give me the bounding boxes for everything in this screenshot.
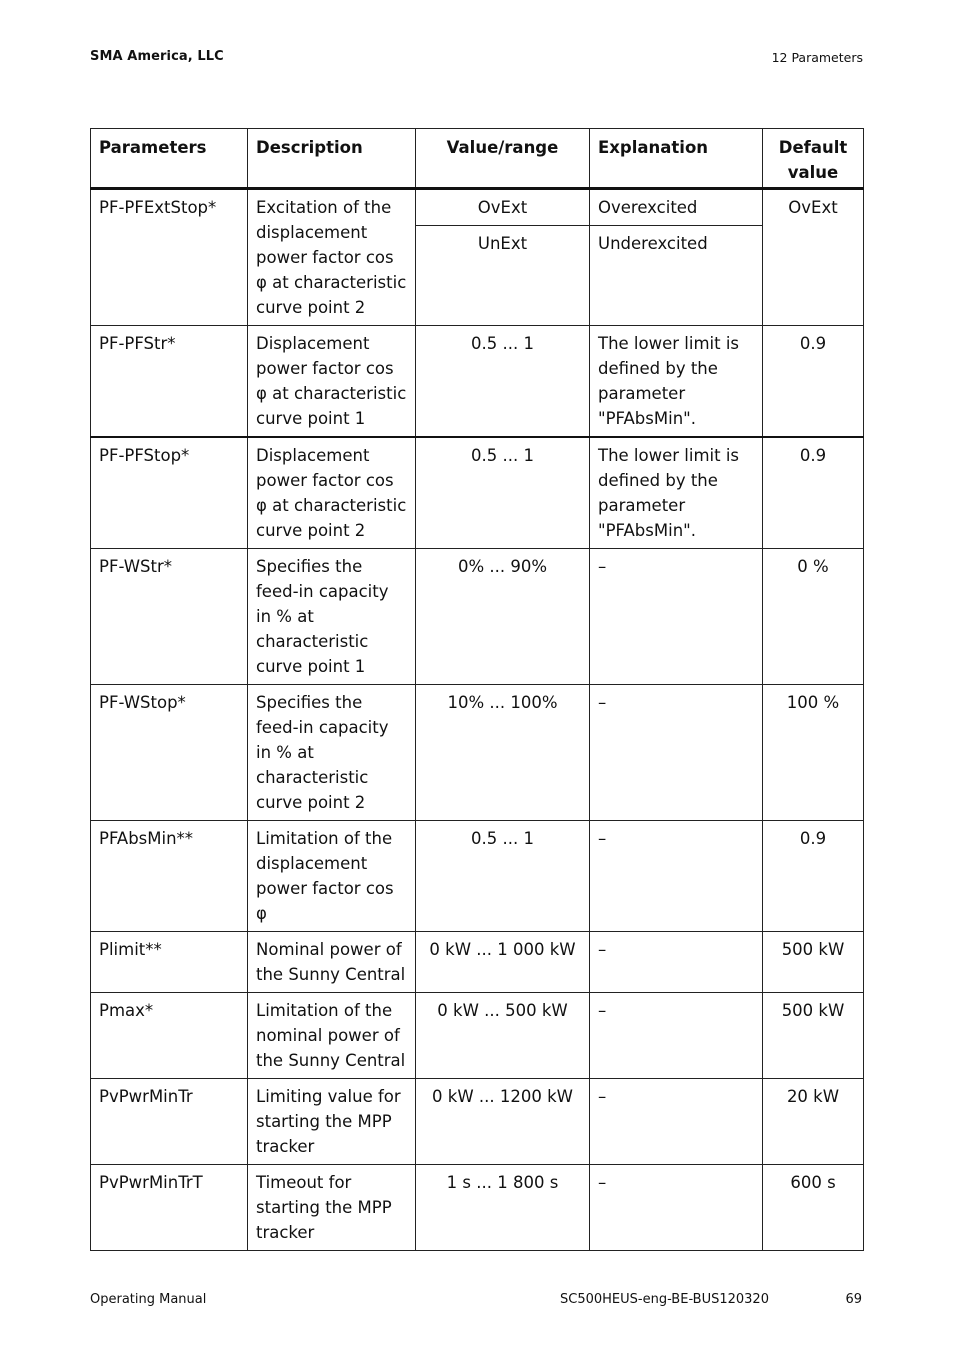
cell-parameter: Plimit**	[91, 932, 248, 993]
footer-document-id: SC500HEUS-eng-BE-BUS120320	[560, 1292, 769, 1307]
table-row	[91, 326, 864, 438]
cell-default: 20 kW	[763, 1079, 864, 1165]
cell-description: Limitation of the displacement power factor cos φ	[248, 821, 416, 932]
table-row	[91, 549, 864, 685]
column-header-description: Description	[248, 129, 416, 189]
cell-default: 0.9	[763, 821, 864, 932]
cell-value: 0 kW ... 1200 kW	[416, 1079, 590, 1165]
cell-value: 0% ... 90%	[416, 549, 590, 685]
table-row	[91, 993, 864, 1079]
cell-default: 0 %	[763, 549, 864, 685]
cell-default: 600 s	[763, 1165, 864, 1251]
footer-manual-title: Operating Manual	[90, 1292, 207, 1307]
table-row	[91, 1165, 864, 1251]
cell-explanation: The lower limit is defined by the parameter "PFAbsMin".	[590, 437, 763, 549]
cell-explanation: Underexcited	[590, 226, 763, 326]
cell-parameter: PFAbsMin**	[91, 821, 248, 932]
cell-default: 0.9	[763, 326, 864, 438]
cell-value: 0.5 ... 1	[416, 437, 590, 549]
cell-parameter: PF-PFStr*	[91, 326, 248, 438]
cell-parameter: PvPwrMinTrT	[91, 1165, 248, 1251]
table-row	[91, 685, 864, 821]
header-section: 12 Parameters	[771, 50, 863, 65]
cell-value: 1 s ... 1 800 s	[416, 1165, 590, 1251]
table-row	[91, 189, 864, 226]
table-row	[91, 437, 864, 549]
cell-parameter: Pmax*	[91, 993, 248, 1079]
cell-explanation: The lower limit is defined by the parameter "PFAbsMin".	[590, 326, 763, 438]
cell-description: Limitation of the nominal power of the Sunny Central	[248, 993, 416, 1079]
table-header-row	[91, 129, 864, 189]
cell-value: OvExt	[416, 189, 590, 226]
cell-explanation: –	[590, 993, 763, 1079]
cell-default: 500 kW	[763, 993, 864, 1079]
cell-value: 10% ... 100%	[416, 685, 590, 821]
cell-description: Specifies the feed-in capacity in % at characteristic curve point 2	[248, 685, 416, 821]
cell-description: Displacement power factor cos φ at characteristic curve point 1	[248, 326, 416, 438]
cell-explanation: –	[590, 549, 763, 685]
cell-description: Displacement power factor cos φ at characteristic curve point 2	[248, 437, 416, 549]
table-row	[91, 821, 864, 932]
table-row	[91, 1079, 864, 1165]
cell-value: UnExt	[416, 226, 590, 326]
cell-default: 500 kW	[763, 932, 864, 993]
cell-parameter: PF-WStop*	[91, 685, 248, 821]
cell-description: Nominal power of the Sunny Central	[248, 932, 416, 993]
column-header-parameters: Parameters	[91, 129, 248, 189]
column-header-explanation: Explanation	[590, 129, 763, 189]
cell-explanation: –	[590, 1165, 763, 1251]
cell-explanation: –	[590, 932, 763, 993]
cell-description: Excitation of the displacement power factor cos φ at characteristic curve point 2	[248, 189, 416, 326]
cell-value: 0.5 ... 1	[416, 821, 590, 932]
cell-description: Limiting value for starting the MPP tracker	[248, 1079, 416, 1165]
cell-value: 0 kW ... 500 kW	[416, 993, 590, 1079]
cell-parameter: PF-WStr*	[91, 549, 248, 685]
table-row	[91, 932, 864, 993]
footer-page-number: 69	[845, 1292, 862, 1307]
cell-parameter: PF-PFStop*	[91, 437, 248, 549]
cell-value: 0 kW ... 1 000 kW	[416, 932, 590, 993]
column-header-default-value: Default value	[763, 129, 864, 189]
cell-description: Specifies the feed-in capacity in % at characteristic curve point 1	[248, 549, 416, 685]
cell-explanation: Overexcited	[590, 189, 763, 226]
cell-default: OvExt	[763, 189, 864, 326]
cell-parameter: PF-PFExtStop*	[91, 189, 248, 326]
cell-value: 0.5 ... 1	[416, 326, 590, 438]
parameters-table	[90, 128, 864, 1251]
cell-default: 100 %	[763, 685, 864, 821]
cell-parameter: PvPwrMinTr	[91, 1079, 248, 1165]
cell-explanation: –	[590, 821, 763, 932]
column-header-value-range: Value/range	[416, 129, 590, 189]
header-company: SMA America, LLC	[90, 49, 224, 64]
cell-explanation: –	[590, 1079, 763, 1165]
cell-description: Timeout for starting the MPP tracker	[248, 1165, 416, 1251]
cell-default: 0.9	[763, 437, 864, 549]
cell-explanation: –	[590, 685, 763, 821]
